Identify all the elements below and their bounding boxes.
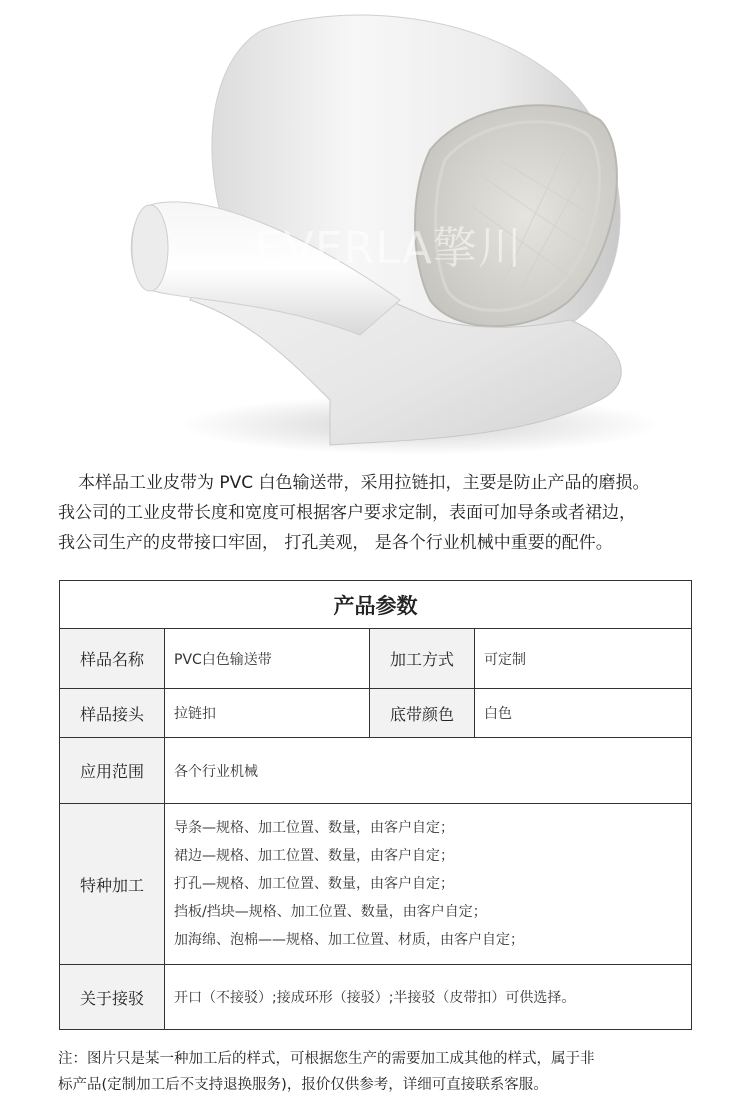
special-line: 裙边—规格、加工位置、数量，由客户自定； bbox=[174, 848, 454, 864]
special-processing-label: 特种加工 bbox=[60, 804, 165, 965]
special-line: 打孔—规格、加工位置、数量，由客户自定； bbox=[174, 876, 454, 892]
note-line: 标产品(定制加工后不支持退换服务)，报价仅供参考，详细可直接联系客服。 bbox=[58, 1077, 548, 1093]
intro-line: 我公司的工业皮带长度和宽度可根据客户要求定制，表面可加导条或者裙边， bbox=[58, 503, 636, 523]
table-row bbox=[60, 738, 692, 804]
special-line: 加海绵、泡棉——规格、加工位置、材质，由客户自定； bbox=[174, 932, 524, 948]
sample-name-label: 样品名称 bbox=[60, 629, 165, 689]
application-scope-value: 各个行业机械 bbox=[165, 738, 692, 804]
table-row bbox=[60, 965, 692, 1030]
special-line: 挡板/挡块—规格、加工位置、数量，由客户自定； bbox=[174, 904, 487, 920]
note-line: 注：图片只是某一种加工后的样式，可根据您生产的需要加工成其他的样式，属于非 bbox=[58, 1051, 595, 1067]
processing-method-value: 可定制 bbox=[475, 629, 692, 689]
intro-paragraph bbox=[58, 468, 698, 558]
product-parameters-table bbox=[59, 580, 692, 1030]
intro-line: 我公司生产的皮带接口牢固， 打孔美观， 是各个行业机械中重要的配件。 bbox=[58, 533, 613, 553]
joint-options-label: 关于接驳 bbox=[60, 965, 165, 1030]
watermark-text: EVERLA擎川 bbox=[255, 223, 523, 274]
base-color-value: 白色 bbox=[475, 689, 692, 738]
base-color-label: 底带颜色 bbox=[370, 689, 475, 738]
sample-name-value: PVC白色输送带 bbox=[165, 629, 370, 689]
table-row bbox=[60, 804, 692, 965]
application-scope-label: 应用范围 bbox=[60, 738, 165, 804]
processing-method-label: 加工方式 bbox=[370, 629, 475, 689]
disclaimer-note bbox=[58, 1046, 698, 1098]
product-photo bbox=[0, 0, 750, 462]
table-title: 产品参数 bbox=[60, 581, 692, 629]
joint-options-value: 开口（不接驳）;接成环形（接驳）;半接驳（皮带扣）可供选择。 bbox=[165, 965, 692, 1030]
table-row bbox=[60, 689, 692, 738]
table-row bbox=[60, 629, 692, 689]
sample-joint-label: 样品接头 bbox=[60, 689, 165, 738]
special-line: 导条—规格、加工位置、数量，由客户自定； bbox=[174, 820, 454, 836]
sample-joint-value: 拉链扣 bbox=[165, 689, 370, 738]
intro-line: 本样品工业皮带为 PVC 白色输送带，采用拉链扣，主要是防止产品的磨损。 bbox=[78, 473, 650, 493]
special-processing-value bbox=[165, 804, 692, 965]
